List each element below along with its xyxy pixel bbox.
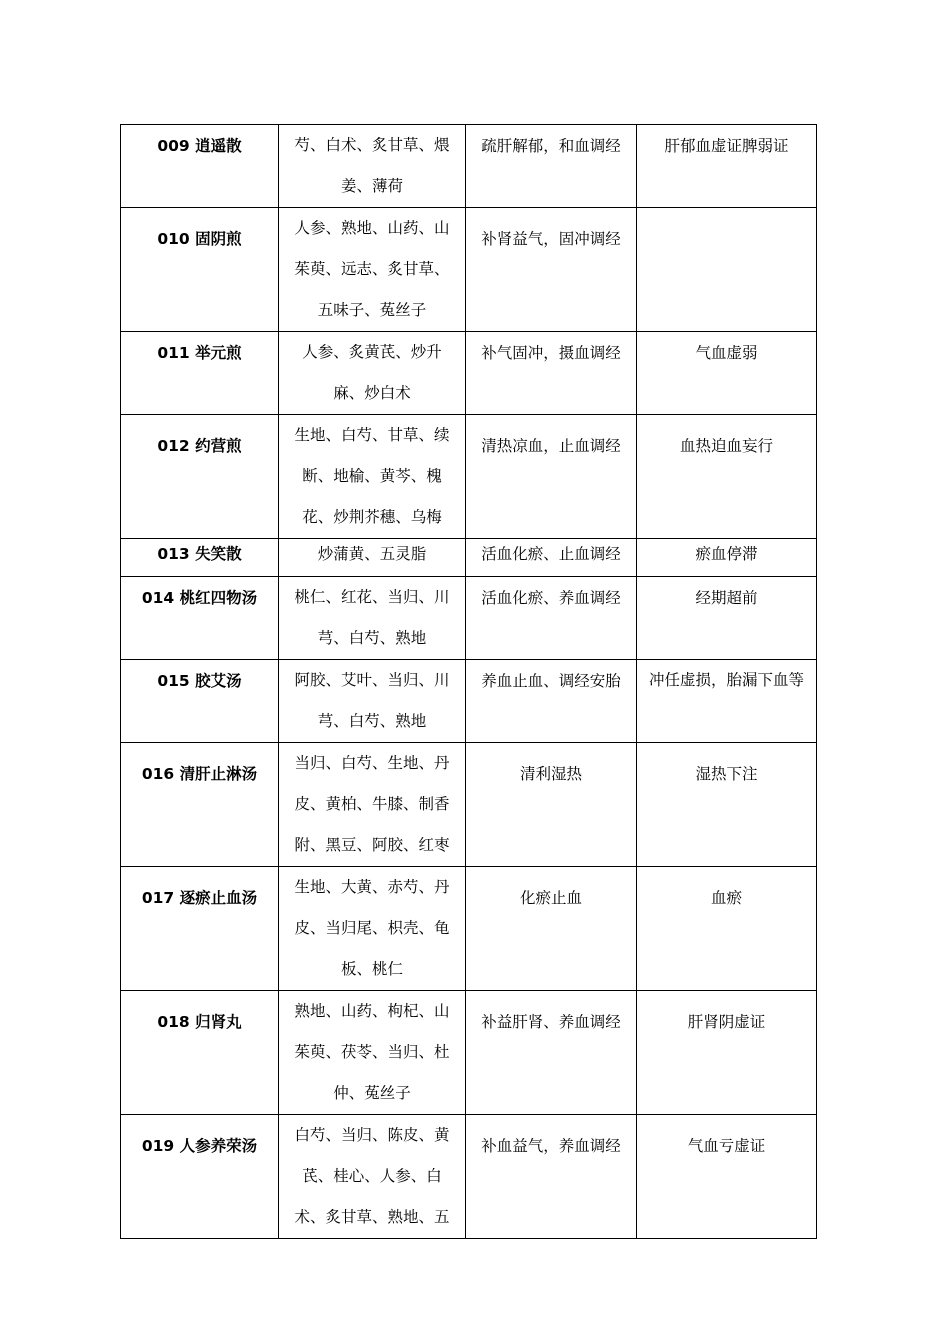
formula-table <box>120 124 817 1239</box>
formula-herbs: 炒蒲黄、五灵脂 <box>279 539 466 577</box>
formula-indication: 气血亏虚证 <box>637 1115 817 1239</box>
table-row <box>121 208 817 332</box>
formula-indication: 肝肾阴虚证 <box>637 991 817 1115</box>
table-row <box>121 991 817 1115</box>
formula-herbs: 当归、白芍、生地、丹皮、黄柏、牛膝、制香附、黑豆、阿胶、红枣 <box>279 743 466 867</box>
formula-name: 017 逐瘀止血汤 <box>121 867 279 991</box>
table-row <box>121 539 817 577</box>
formula-name: 014 桃红四物汤 <box>121 577 279 660</box>
formula-indication: 肝郁血虚证脾弱证 <box>637 125 817 208</box>
formula-effect: 活血化瘀、止血调经 <box>466 539 637 577</box>
formula-indication: 血热迫血妄行 <box>637 415 817 539</box>
formula-indication: 瘀血停滞 <box>637 539 817 577</box>
formula-herbs: 阿胶、艾叶、当归、川芎、白芍、熟地 <box>279 660 466 743</box>
table-row <box>121 577 817 660</box>
formula-effect: 补血益气，养血调经 <box>466 1115 637 1239</box>
formula-name: 016 清肝止淋汤 <box>121 743 279 867</box>
formula-name: 010 固阴煎 <box>121 208 279 332</box>
table-row <box>121 332 817 415</box>
formula-indication: 气血虚弱 <box>637 332 817 415</box>
formula-effect: 疏肝解郁，和血调经 <box>466 125 637 208</box>
formula-herbs: 人参、熟地、山药、山茱萸、远志、炙甘草、五味子、菟丝子 <box>279 208 466 332</box>
formula-name: 019 人参养荣汤 <box>121 1115 279 1239</box>
formula-herbs: 白芍、当归、陈皮、黄芪、桂心、人参、白术、炙甘草、熟地、五 <box>279 1115 466 1239</box>
formula-indication: 湿热下注 <box>637 743 817 867</box>
formula-effect: 化瘀止血 <box>466 867 637 991</box>
table-row <box>121 415 817 539</box>
table-row <box>121 125 817 208</box>
formula-herbs: 人参、炙黄芪、炒升麻、炒白术 <box>279 332 466 415</box>
formula-herbs: 桃仁、红花、当归、川芎、白芍、熟地 <box>279 577 466 660</box>
formula-name: 018 归肾丸 <box>121 991 279 1115</box>
formula-effect: 补气固冲，摄血调经 <box>466 332 637 415</box>
formula-indication <box>637 208 817 332</box>
formula-effect: 养血止血、调经安胎 <box>466 660 637 743</box>
formula-herbs: 生地、白芍、甘草、续断、地榆、黄芩、槐花、炒荆芥穗、乌梅 <box>279 415 466 539</box>
table-row <box>121 1115 817 1239</box>
formula-name: 009 逍遥散 <box>121 125 279 208</box>
formula-effect: 清利湿热 <box>466 743 637 867</box>
formula-herbs: 熟地、山药、枸杞、山茱萸、茯苓、当归、杜仲、菟丝子 <box>279 991 466 1115</box>
table-row <box>121 867 817 991</box>
formula-herbs: 芍、白术、炙甘草、煨姜、薄荷 <box>279 125 466 208</box>
formula-name: 012 约营煎 <box>121 415 279 539</box>
formula-indication: 冲任虚损，胎漏下血等 <box>637 660 817 743</box>
formula-name: 013 失笑散 <box>121 539 279 577</box>
formula-effect: 清热凉血，止血调经 <box>466 415 637 539</box>
formula-name: 011 举元煎 <box>121 332 279 415</box>
formula-effect: 补肾益气，固冲调经 <box>466 208 637 332</box>
formula-effect: 补益肝肾、养血调经 <box>466 991 637 1115</box>
formula-indication: 血瘀 <box>637 867 817 991</box>
table-row <box>121 660 817 743</box>
table-row <box>121 743 817 867</box>
formula-indication: 经期超前 <box>637 577 817 660</box>
formula-effect: 活血化瘀、养血调经 <box>466 577 637 660</box>
formula-herbs: 生地、大黄、赤芍、丹皮、当归尾、枳壳、龟板、桃仁 <box>279 867 466 991</box>
formula-name: 015 胶艾汤 <box>121 660 279 743</box>
